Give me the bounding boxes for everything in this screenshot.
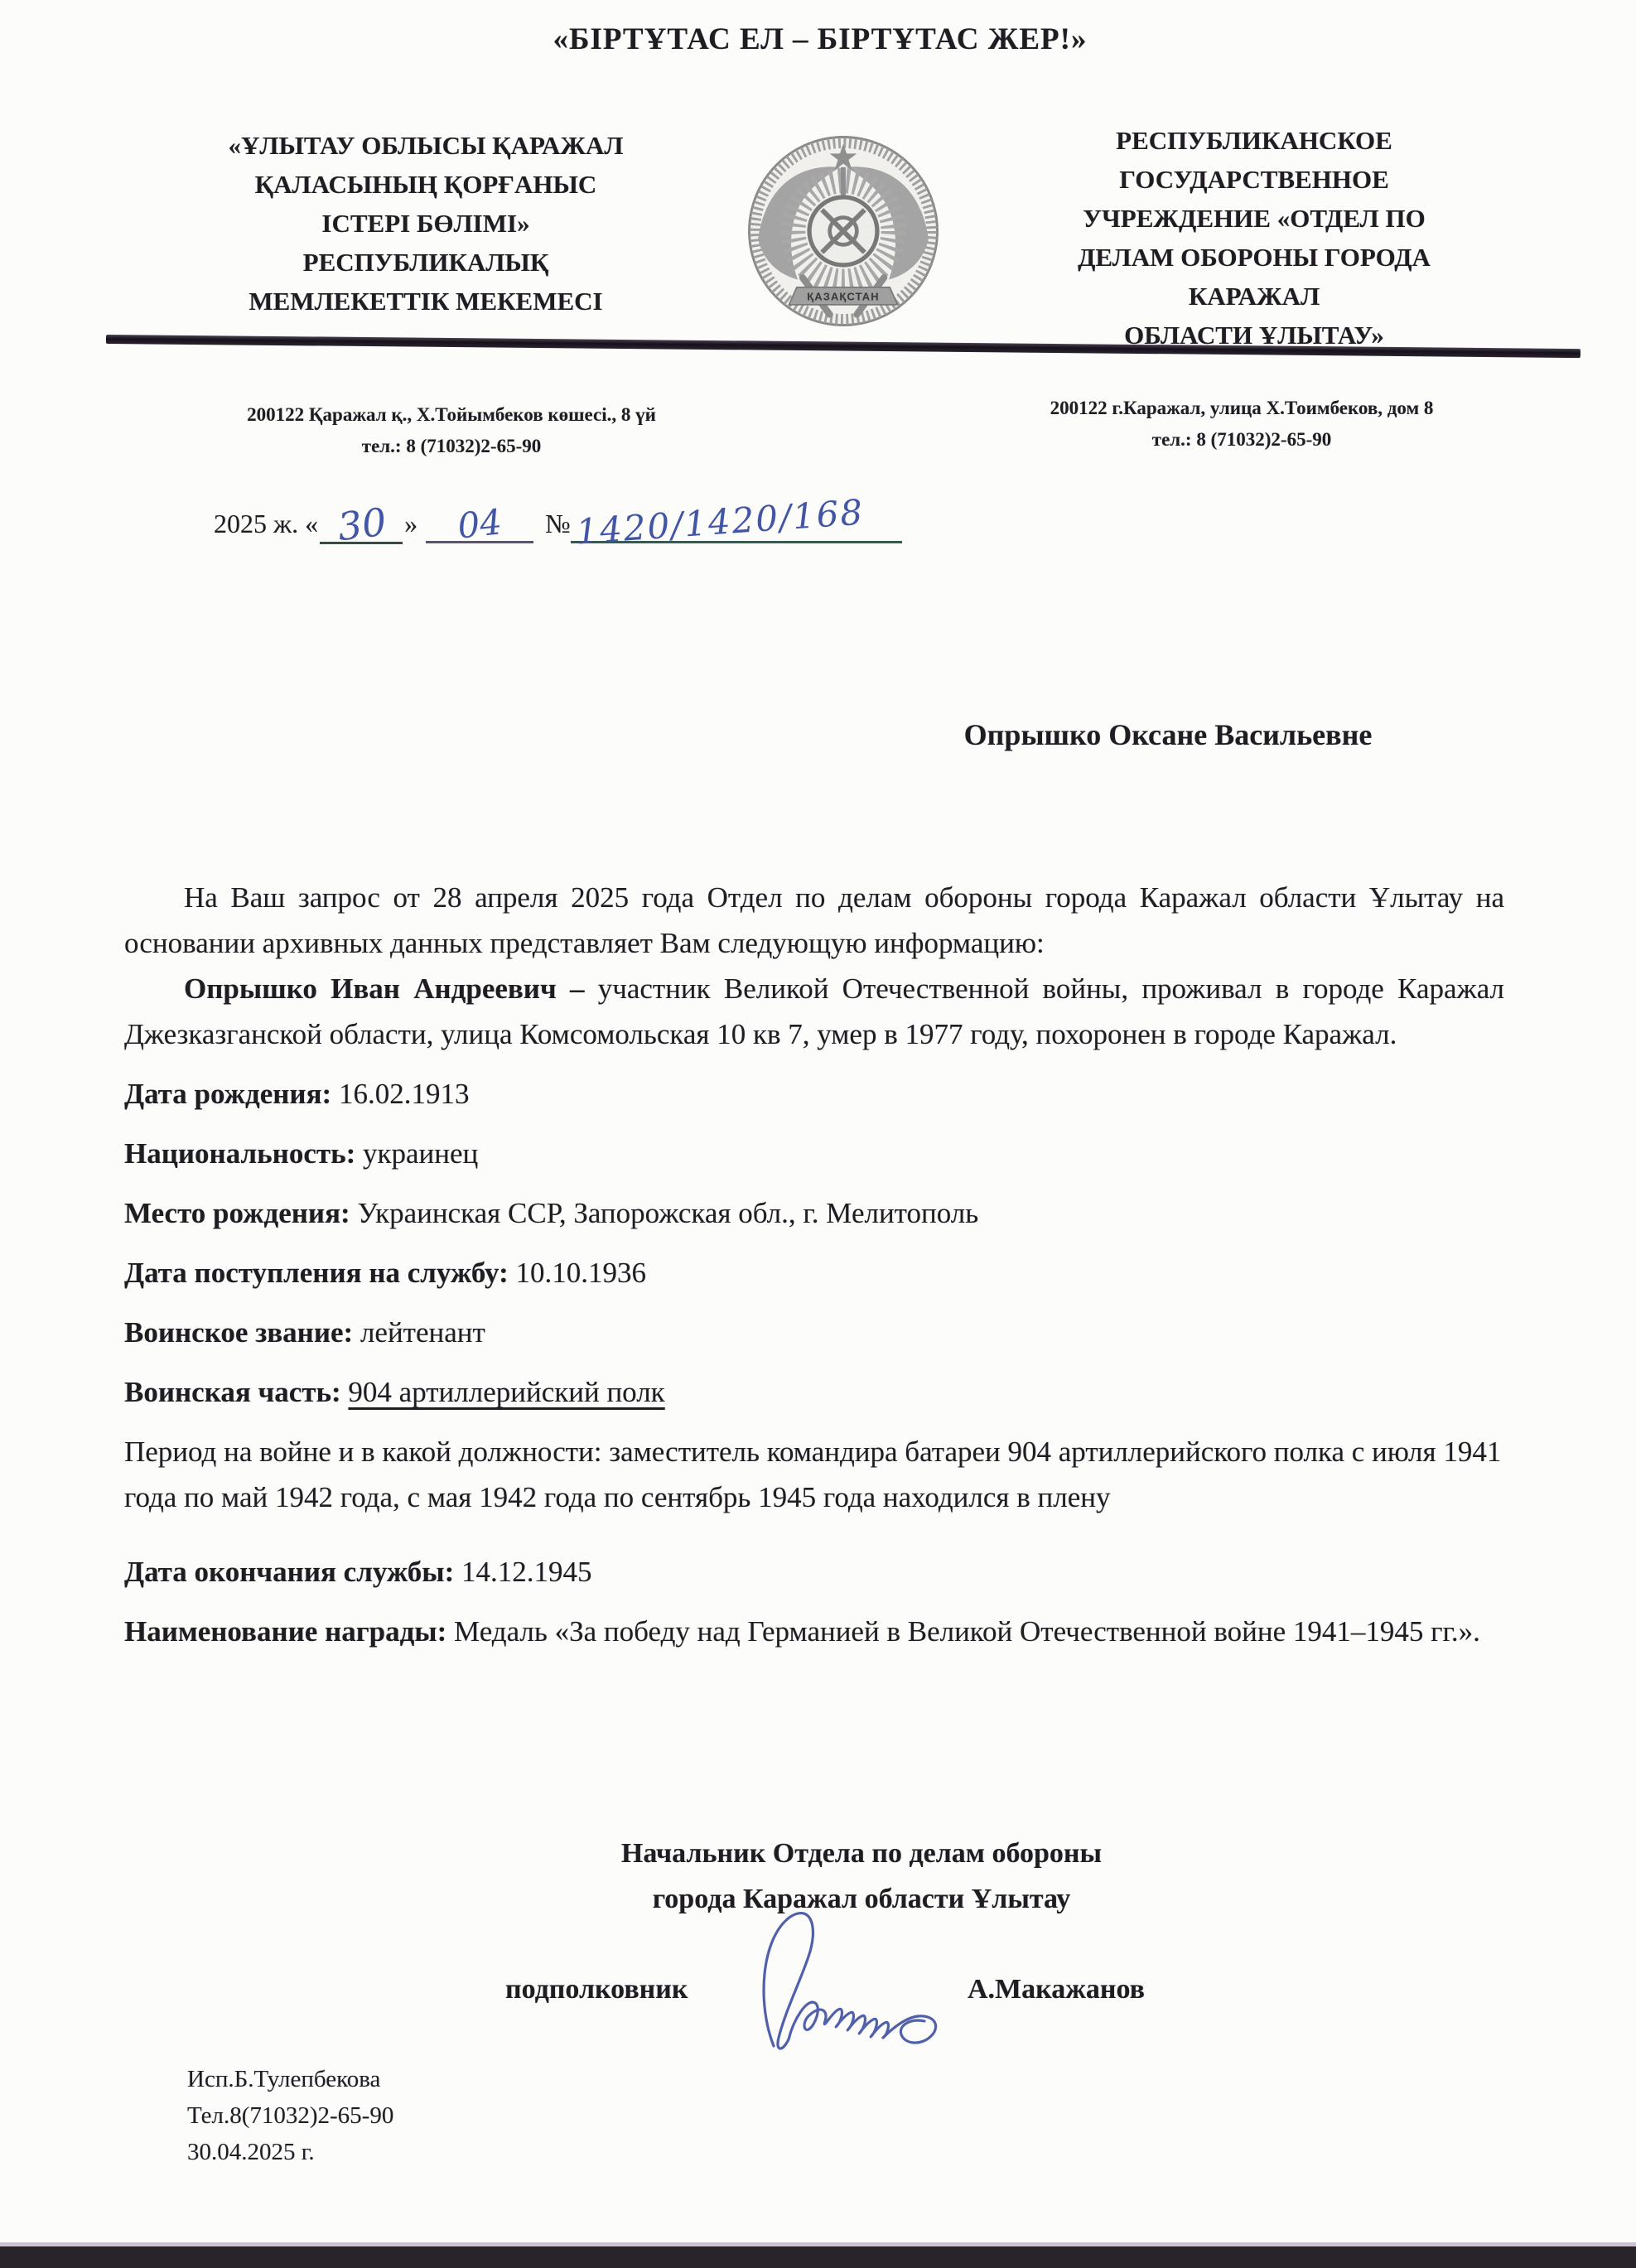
org-name-kazakh-line: «ҰЛЫТАУ ОБЛЫСЫ ҚАРАЖАЛ: [228, 131, 624, 160]
ref-number-underline: [571, 491, 902, 553]
field-value: украинец: [355, 1137, 479, 1170]
field-service-start: [124, 1250, 1504, 1296]
signatory-title-line: города Каражал области Ұлытау: [652, 1884, 1071, 1914]
org-name-kazakh-line: ҚАЛАСЫНЫҢ ҚОРҒАНЫС: [254, 170, 597, 199]
field-label: Воинская часть:: [124, 1376, 341, 1408]
ref-day-underline: [320, 497, 403, 550]
handwritten-number: 1420/1420/168: [574, 491, 866, 553]
ref-number-sign: №: [545, 509, 571, 538]
org-name-russian: [976, 121, 1532, 355]
field-birth-place: [124, 1190, 1504, 1236]
address-kazakh-line: 200122 Қаражал қ., Х.Тойымбеков көшесі., 8 үй: [247, 404, 656, 425]
field-value: 14.12.1945: [454, 1556, 592, 1588]
signatory-title-line: Начальник Отдела по делам обороны: [620, 1838, 1103, 1869]
executor-block: [187, 2061, 393, 2170]
field-nationality: [124, 1131, 1504, 1176]
field-value: лейтенант: [353, 1316, 485, 1349]
emblem-banner-text: ҚАЗАҚСТАН: [807, 290, 880, 303]
field-label: Место рождения:: [124, 1197, 350, 1229]
org-name-russian-line: КАРАЖАЛ: [1188, 282, 1320, 311]
field-value: 10.10.1936: [508, 1257, 646, 1289]
address-russian-line: 200122 г.Каражал, улица Х.Тоимбеков, дом 8: [1050, 398, 1434, 418]
field-military-rank: [124, 1310, 1504, 1355]
field-war-period: Период на войне и в какой должности: заместитель командира батареи 904 артиллерийского полка с июля 1941 года по май 1942 года, с мая 1942 года по сентябрь 1945 года находился в плену: [124, 1436, 1502, 1513]
scan-edge-bottom: [0, 2246, 1636, 2268]
org-name-russian-line: ОБЛАСТИ ҰЛЫТАУ»: [1124, 321, 1384, 350]
subject-name: Опрышко Иван Андреевич –: [184, 972, 585, 1005]
address-russian-phone: тел.: 8 (71032)2-65-90: [1151, 429, 1332, 450]
field-value: Украинская ССР, Запорожская обл., г. Мелитополь: [350, 1197, 979, 1229]
org-name-kazakh-line: РЕСПУБЛИКАЛЫҚ: [302, 248, 549, 277]
field-label: Национальность:: [124, 1137, 356, 1170]
ref-date-prefix: 2025 ж. «: [214, 509, 319, 538]
field-service-end: [124, 1549, 1504, 1595]
org-name-kazakh: [147, 126, 704, 321]
org-name-russian-line: ДЕЛАМ ОБОРОНЫ ГОРОДА: [1078, 243, 1431, 272]
executor-name: Исп.Б.Тулепбекова: [187, 2066, 381, 2092]
body-paragraph-subject: [124, 966, 1504, 1057]
field-label: Дата рождения:: [124, 1078, 332, 1110]
org-name-kazakh-line: ІСТЕРІ БӨЛІМІ»: [321, 209, 530, 238]
handwritten-month: 04: [456, 501, 504, 547]
body-paragraph-intro: На Ваш запрос от 28 апреля 2025 года Отдел по делам обороны города Каражал области Ұлытау на основании архивных данных представляет Вам следующую информацию:: [124, 881, 1504, 959]
org-name-russian-line: ГОСУДАРСТВЕННОЕ: [1119, 165, 1389, 194]
executor-date: 30.04.2025 г.: [187, 2139, 315, 2165]
address-kazakh-phone: тел.: 8 (71032)2-65-90: [361, 436, 542, 456]
kazakhstan-emblem-icon: [746, 133, 940, 330]
handwritten-day: 30: [335, 499, 389, 550]
letter-body: [124, 875, 1504, 1654]
executor-phone: Тел.8(71032)2-65-90: [187, 2102, 394, 2129]
signatory-rank: подполковник: [505, 1974, 688, 2005]
subject-details: участник Великой Отечественной войны, проживал в городе Каражал Джезказганской области, улица Комсомольская 10 кв 7, умер в 1977 году, похоронен в городе Каражал.: [124, 972, 1504, 1050]
address-russian: [949, 393, 1534, 456]
field-value: 16.02.1913: [331, 1078, 470, 1110]
org-name-russian-line: УЧРЕЖДЕНИЕ «ОТДЕЛ ПО: [1083, 204, 1426, 233]
org-name-kazakh-line: МЕМЛЕКЕТТІК МЕКЕМЕСІ: [249, 287, 603, 316]
field-label: Воинское звание:: [124, 1316, 354, 1349]
field-label: Дата поступления на службу:: [124, 1257, 509, 1289]
field-birth-date: [124, 1071, 1504, 1117]
signature-scribble: [742, 1905, 991, 2063]
letterhead-slogan: «БІРТҰТАС ЕЛ – БІРТҰТАС ЖЕР!»: [553, 22, 1088, 56]
address-kazakh: [166, 399, 737, 462]
field-label: Наименование награды:: [124, 1615, 447, 1648]
org-name-russian-line: РЕСПУБЛИКАНСКОЕ: [1116, 126, 1392, 155]
field-label: Дата окончания службы:: [124, 1556, 455, 1588]
ref-month-underline: [426, 500, 533, 547]
field-award: [124, 1609, 1504, 1654]
field-value: Медаль «За победу над Германией в Великой Отечественной войне 1941–1945 гг.».: [446, 1615, 1480, 1648]
reference-date-line: [214, 491, 902, 553]
addressee-name: Опрышко Оксане Васильевне: [963, 718, 1373, 751]
ref-close-quote: »: [404, 509, 418, 538]
field-value-underlined: 904 артиллерийский полк: [348, 1376, 665, 1408]
field-military-unit: [124, 1369, 1504, 1415]
signatory-name: А.Макажанов: [968, 1974, 1145, 2005]
